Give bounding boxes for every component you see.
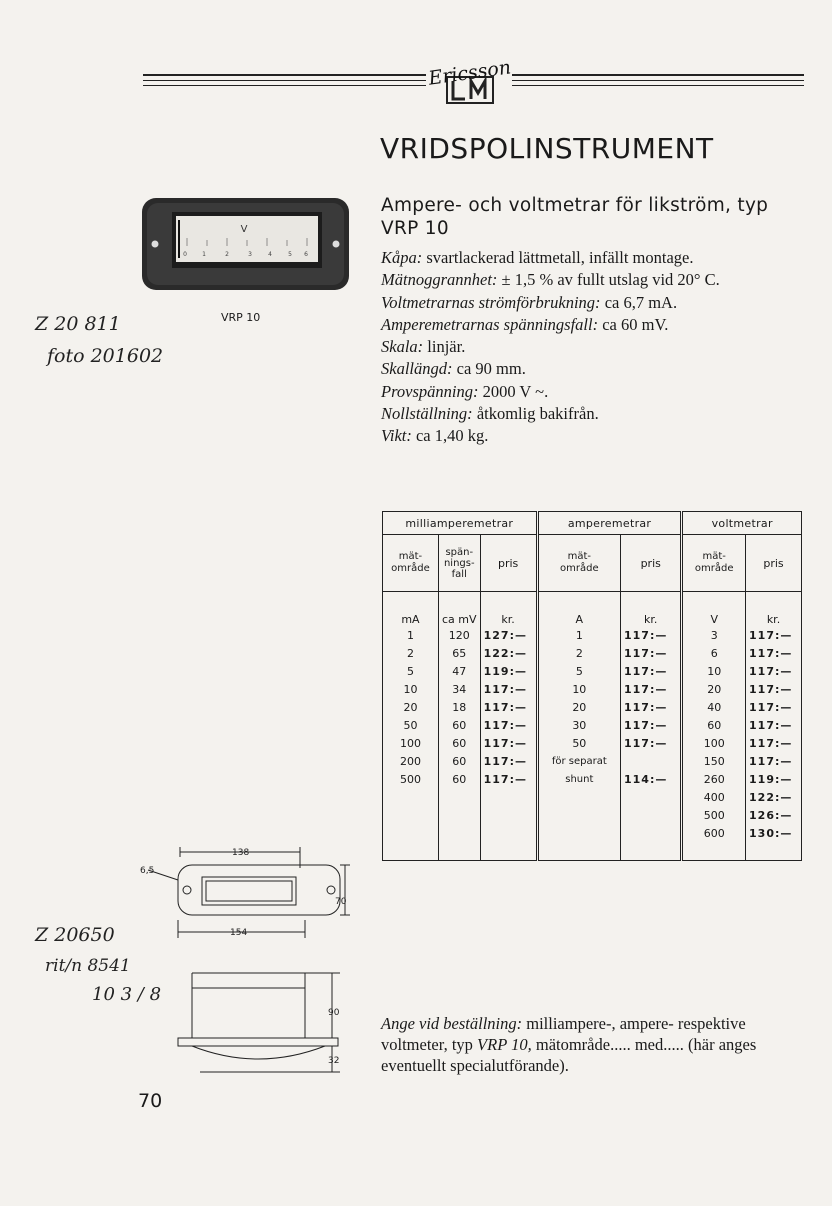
- header-ma-drop: spän- nings- fall: [438, 535, 480, 592]
- table-row: 500 60 117:— shunt 114:— 260 119:—: [383, 770, 802, 788]
- subtitle-line-2: VRP 10: [381, 218, 449, 239]
- subtitle-line-1: Ampere- och voltmetrar för likström, typ: [381, 195, 769, 216]
- meter-caption: VRP 10: [221, 311, 261, 324]
- order-text-2: mätområde..... med.....: [535, 1035, 684, 1054]
- header-rule-left-2: [143, 80, 426, 81]
- header-a-range: mät- område: [537, 535, 620, 592]
- unit-ma-drop: ca mV: [438, 592, 480, 627]
- table-row: 1 120 127:— 1 117:— 3 117:—: [383, 626, 802, 644]
- meter-num: 4: [268, 251, 272, 258]
- spec-item: Skallängd: ca 90 mm.: [381, 359, 526, 379]
- header-rule-right-3: [512, 85, 804, 86]
- dim-corner: 6,5: [140, 866, 155, 876]
- ericsson-logo: [425, 55, 515, 105]
- header-v-range: mät- område: [682, 535, 746, 592]
- spec-list: [381, 247, 720, 448]
- table-row: 20 18 117:— 20 117:— 40 117:—: [383, 698, 802, 716]
- svg-text:Ericsson: Ericsson: [427, 56, 513, 90]
- meter-photo: [142, 198, 349, 290]
- unit-a: A: [537, 592, 620, 627]
- dim-138: 138: [232, 848, 250, 858]
- subtitle: [381, 194, 768, 240]
- handwritten-note: Z 20 811: [35, 313, 121, 335]
- unit-v: V: [682, 592, 746, 627]
- table-row: 500 126:—: [383, 806, 802, 824]
- dim-70: 70: [335, 897, 347, 907]
- order-label: Ange vid beställning:: [381, 1014, 523, 1033]
- meter-num: 6: [304, 251, 308, 258]
- spec-item: Kåpa: svartlackerad lättmetall, infällt montage.: [381, 248, 694, 267]
- table-row: 200 60 117:— för separat 150 117:—: [383, 752, 802, 770]
- order-text-1: milliampere-, ampere- respektive voltmeter, typ: [381, 1014, 746, 1054]
- spec-item: Nollställning: åtkomlig bakifrån.: [381, 404, 599, 424]
- header-a-price: pris: [621, 535, 682, 592]
- spec-item: Provspänning: 2000 V ~.: [381, 381, 549, 401]
- group-amperemetrar: amperemetrar: [537, 512, 682, 535]
- meter-num: 1: [202, 251, 206, 258]
- handwritten-note: Z 20650: [35, 924, 115, 946]
- group-voltmetrar: voltmetrar: [682, 512, 802, 535]
- table-row: 10 34 117:— 10 117:— 20 117:—: [383, 680, 802, 698]
- price-table: [382, 511, 802, 861]
- meter-num: 3: [248, 251, 252, 258]
- spec-item: Vikt: ca 1,40 kg.: [381, 426, 489, 446]
- header-rule-right: [512, 74, 804, 76]
- dim-90: 90: [328, 1008, 340, 1018]
- meter-num: 5: [288, 251, 292, 258]
- order-note: [381, 1013, 811, 1076]
- header-rule-right-2: [512, 80, 804, 81]
- header-rule-left: [143, 74, 426, 76]
- spec-item: Amperemetrarnas spänningsfall: ca 60 mV.: [381, 314, 669, 334]
- header-rule-left-3: [143, 85, 426, 86]
- header-ma-price: pris: [480, 535, 537, 592]
- table-row: 400 122:—: [383, 788, 802, 806]
- header-v-price: pris: [746, 535, 802, 592]
- handwritten-note: 10 3 / 8: [92, 984, 162, 1005]
- unit-a-price: kr.: [621, 592, 682, 627]
- handwritten-note: foto 201602: [47, 345, 164, 367]
- meter-num: 0: [183, 251, 187, 258]
- group-milliamperemetrar: milliamperemetrar: [383, 512, 538, 535]
- table-row: 2 65 122:— 2 117:— 6 117:—: [383, 644, 802, 662]
- spec-item: Skala: linjär.: [381, 337, 466, 357]
- dimension-drawing: [140, 840, 360, 1080]
- handwritten-note: rit/n 8541: [45, 956, 131, 976]
- page-title: VRIDSPOLINSTRUMENT: [380, 132, 714, 165]
- dim-154: 154: [230, 928, 248, 938]
- unit-ma: mA: [383, 592, 439, 627]
- meter-num: 2: [225, 251, 229, 258]
- dim-32: 32: [328, 1056, 340, 1066]
- unit-ma-price: kr.: [480, 592, 537, 627]
- table-row: 600 130:—: [383, 824, 802, 842]
- order-text-3: (här anges eventuellt specialutförande).: [381, 1035, 757, 1075]
- spec-item: Voltmetrarnas strömförbrukning: ca 6,7 mA.: [381, 292, 678, 312]
- header-ma-range: mät- område: [383, 535, 439, 592]
- order-type: VRP 10,: [477, 1035, 532, 1054]
- table-row: 5 47 119:— 5 117:— 10 117:—: [383, 662, 802, 680]
- table-row: 100 60 117:— 50 117:— 100 117:—: [383, 734, 802, 752]
- table-row: 50 60 117:— 30 117:— 60 117:—: [383, 716, 802, 734]
- meter-letter: V: [240, 224, 248, 235]
- unit-v-price: kr.: [746, 592, 802, 627]
- spec-item: Mätnoggrannhet: ± 1,5 % av fullt utslag vid 20° C.: [381, 270, 720, 290]
- page-number: 70: [138, 1090, 163, 1112]
